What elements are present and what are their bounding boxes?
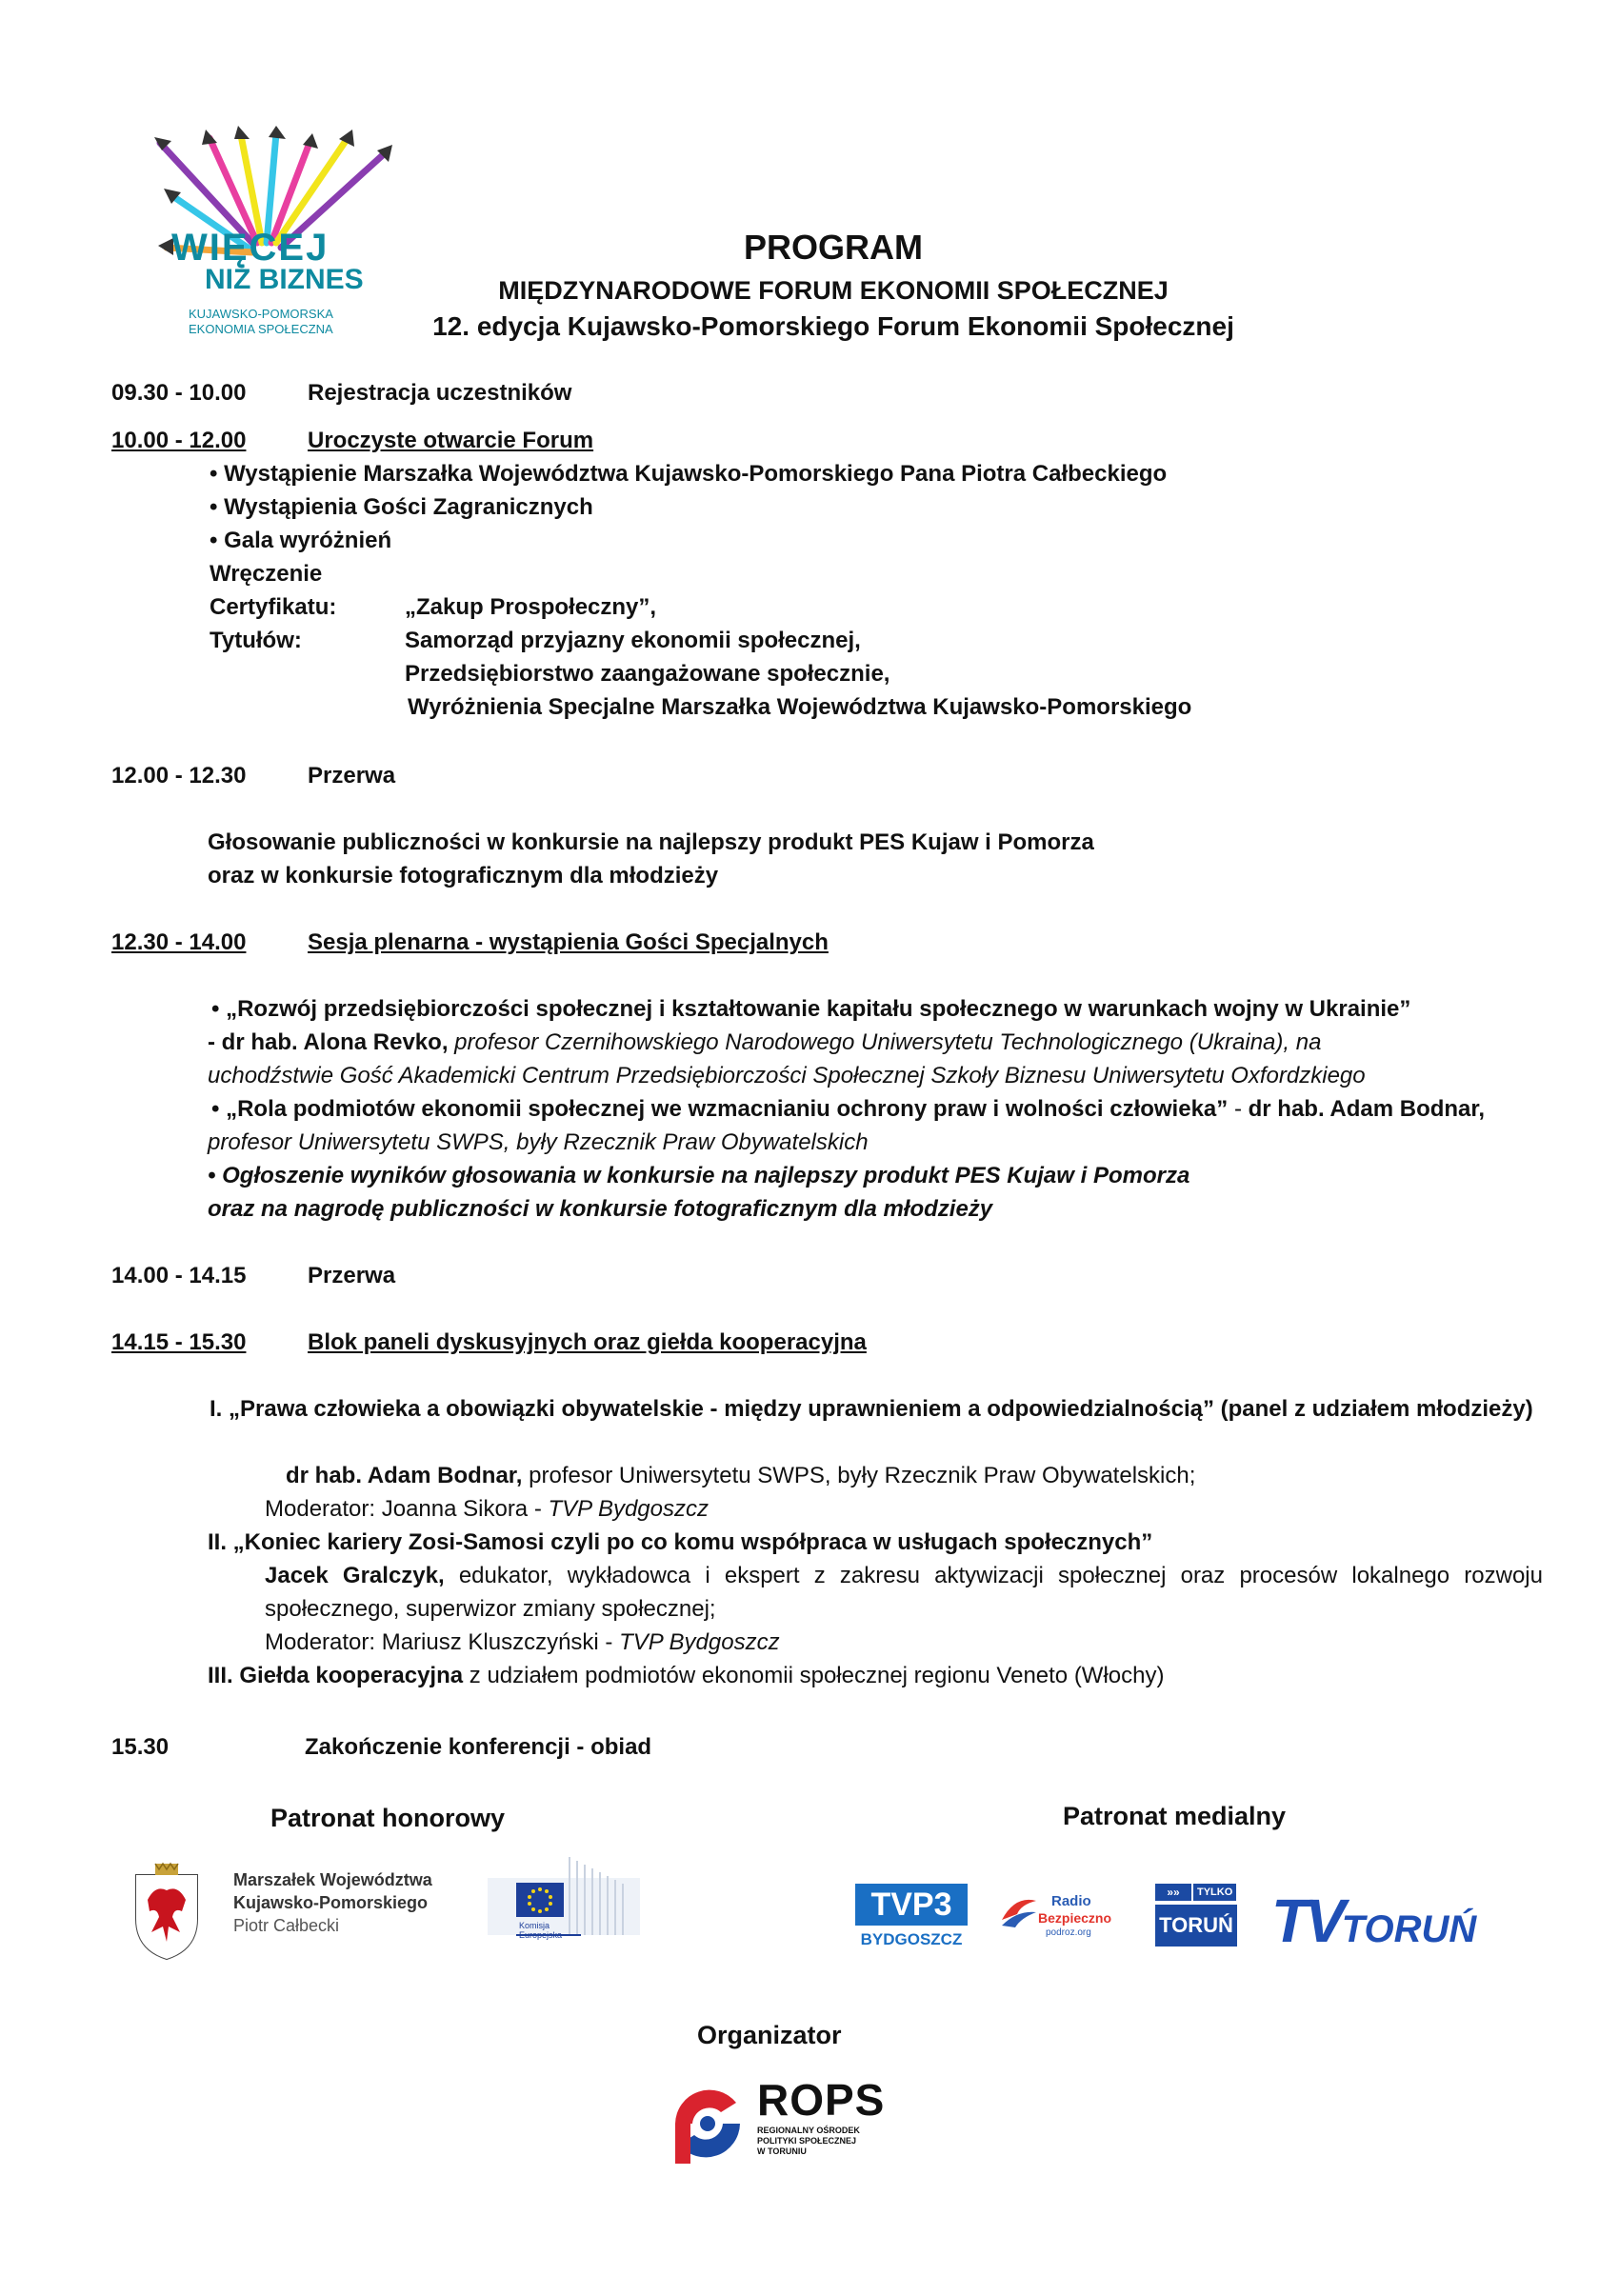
s2-label-3: Tytułów:	[210, 628, 302, 653]
s2-value-4: Przedsiębiorstwo zaangażowane społecznie,	[405, 661, 890, 687]
tv-torun-name: TORUŃ	[1341, 1908, 1477, 1950]
radio-line-1: Radio	[1051, 1893, 1091, 1909]
marshal-name-block	[233, 1868, 432, 1937]
s3-note-1: Głosowanie publiczności w konkursie na najlepszy produkt PES Kujaw i Pomorza	[208, 829, 1094, 855]
s6-panel-1-speaker: dr hab. Adam Bodnar,	[286, 1463, 523, 1488]
marshal-line-1: Marszałek Województwa	[233, 1870, 432, 1889]
s2-bullet-3: • Gala wyróżnień	[210, 524, 391, 557]
s2-value-2: „Zakup Prospołeczny”,	[405, 594, 657, 620]
title-s1: Rejestracja uczestników	[308, 380, 572, 406]
rops-logo	[662, 2076, 909, 2171]
s2-value-3: Samorząd przyjazny ekonomii społecznej,	[405, 628, 861, 653]
logo-line-3: KUJAWSKO-POMORSKA	[189, 307, 333, 321]
tvp3-badge: TVP3	[855, 1884, 968, 1926]
s6-panel-1-mod-line	[265, 1492, 709, 1526]
rops-emblem-icon	[662, 2076, 753, 2171]
radio-line-3: podroz.org	[1046, 1927, 1091, 1938]
european-commission-logo	[486, 1849, 643, 1956]
s2-value-5: Wyróżnienia Specjalne Marszałka Województwa Kujawsko-Pomorskiego	[408, 694, 1192, 720]
s6-panel-3-desc: z udziałem podmiotów ekonomii społecznej regionu Veneto (Włochy)	[463, 1663, 1165, 1688]
tylko-torun-label: TORUŃ	[1155, 1905, 1237, 1947]
eu-line-2: Europejska	[519, 1930, 563, 1940]
s6-panel-3-line	[208, 1659, 1164, 1692]
page-edition: 12. edycja Kujawsko-Pomorskiego Forum Ekonomii Społecznej	[432, 311, 1234, 341]
tvp3-city: BYDGOSZCZ	[860, 1930, 963, 1948]
title-s3: Przerwa	[308, 763, 396, 789]
logo-line-2: NIŻ BIZNES	[205, 264, 364, 295]
honorary-patronage-heading: Patronat honorowy	[270, 1804, 506, 1832]
tylko-torun-logo	[1155, 1884, 1241, 1950]
eu-commission-icon	[486, 1849, 643, 1956]
time-s1: 09.30 - 10.00	[111, 380, 247, 406]
eu-line-1: Komisja	[519, 1921, 550, 1930]
s6-panel-1-mod: Moderator: Joanna Sikora -	[265, 1496, 549, 1522]
time-s2: 10.00 - 12.00	[111, 428, 247, 453]
organizer-heading: Organizator	[697, 2021, 842, 2049]
s4-talk-2-desc: profesor Uniwersytetu SWPS, były Rzecznik Praw Obywatelskich	[208, 1129, 869, 1155]
s6-panel-1-title: I. „Prawa człowieka a obowiązki obywatelskie - między uprawnieniem a odpowiedzialnością” (panel z udziałem młodzieży)	[210, 1396, 1533, 1422]
rops-sub-2: POLITYKI SPOŁECZNEJ	[757, 2136, 857, 2146]
radio-bezpieczna-podroz-logo	[998, 1887, 1110, 1950]
s4-talk-3b: oraz na nagrodę publiczności w konkursie fotograficznym dla młodzieży	[208, 1196, 993, 1222]
time-s4: 12.30 - 14.00	[111, 929, 247, 955]
tv-torun-tv: TV	[1271, 1887, 1342, 1955]
s2-bullet-1: • Wystąpienie Marszałka Województwa Kujawsko-Pomorskiego Pana Piotra Całbeckiego	[210, 457, 1167, 490]
logo-line-4: EKONOMIA SPOŁECZNA	[189, 322, 333, 336]
s4-talk-2-dash: -	[1228, 1096, 1249, 1122]
marshal-line-3: Piotr Całbecki	[233, 1916, 340, 1935]
logo-line-1: WIĘCEJ	[171, 227, 330, 269]
s4-talk-1-speaker-line	[208, 1026, 1321, 1059]
s6-panel-2-title: II. „Koniec kariery Zosi-Samosi czyli po co komu współpraca w usługach społecznych”	[208, 1529, 1153, 1555]
time-s7: 15.30	[111, 1734, 170, 1760]
rops-sub-3: W TORUNIU	[757, 2146, 807, 2156]
rops-sub-1: REGIONALNY OŚRODEK	[757, 2126, 860, 2135]
title-s6: Blok paneli dyskusyjnych oraz giełda kooperacyjna	[308, 1329, 867, 1355]
coat-of-arms-icon	[130, 1862, 203, 1961]
radio-swoosh-icon	[998, 1891, 1040, 1933]
radio-line-2: Bezpieczno	[1038, 1910, 1112, 1926]
s6-panel-1-desc: profesor Uniwersytetu SWPS, były Rzecznik Praw Obywatelskich;	[522, 1463, 1196, 1488]
s3-note-2: oraz w konkursie fotograficznym dla młodzieży	[208, 863, 719, 888]
s6-panel-2-desc: edukator, wykładowca i ekspert z zakresu aktywizacji społecznej oraz procesów lokalnego rozwoju społecznego, superwizor zmiany społecznej;	[265, 1563, 1543, 1622]
s4-talk-1: • „Rozwój przedsiębiorczości społecznej i kształtowanie kapitału społecznego w warunkach wojny w Ukrainie”	[211, 992, 1410, 1026]
s4-talk-2-speaker: dr hab. Adam Bodnar,	[1248, 1096, 1486, 1122]
s6-panel-2-mod-org: TVP Bydgoszcz	[619, 1629, 780, 1655]
s4-talk-1-speaker: - dr hab. Alona Revko,	[208, 1029, 449, 1055]
s6-panel-2-mod-line	[265, 1626, 780, 1659]
tv-torun-logo	[1271, 1887, 1509, 1957]
s4-talk-3a: • Ogłoszenie wyników głosowania w konkursie na najlepszy produkt PES Kujaw i Pomorza	[208, 1159, 1189, 1192]
s4-talk-1-desc-1: profesor Czernihowskiego Narodowego Uniwersytetu Technologicznego (Ukraina), na	[454, 1029, 1322, 1055]
tylko-arrows: »»	[1155, 1884, 1191, 1901]
s6-panel-3-title: III. Giełda kooperacyjna	[208, 1663, 464, 1688]
s6-panel-1-mod-org: TVP Bydgoszcz	[548, 1496, 709, 1522]
marshal-line-2: Kujawsko-Pomorskiego	[233, 1893, 429, 1912]
title-s2: Uroczyste otwarcie Forum	[308, 428, 594, 453]
tylko-label: TYLKO	[1193, 1884, 1236, 1901]
title-s7: Zakończenie konferencji - obiad	[305, 1734, 652, 1760]
s2-label-1: Wręczenie	[210, 561, 323, 587]
s2-bullet-2: • Wystąpienia Gości Zagranicznych	[210, 490, 593, 524]
s6-panel-2-speaker-block	[265, 1559, 1543, 1626]
time-s5: 14.00 - 14.15	[111, 1263, 247, 1288]
title-s4: Sesja plenarna - wystąpienia Gości Specjalnych	[308, 929, 829, 955]
s4-talk-1-desc-2: uchodźstwie Gość Akademicki Centrum Przedsiębiorczości Społecznej Szkoły Biznesu Uniwersytetu Oxfordzkiego	[208, 1063, 1366, 1088]
time-s6: 14.15 - 15.30	[111, 1329, 247, 1355]
rops-name: ROPS	[757, 2075, 886, 2125]
s6-panel-2-mod: Moderator: Mariusz Kluszczyński -	[265, 1629, 620, 1655]
time-s3: 12.00 - 12.30	[111, 763, 247, 789]
s6-panel-1-speaker-line	[286, 1459, 1195, 1492]
tvp3-bydgoszcz-logo	[855, 1884, 969, 1952]
s6-panel-2-speaker: Jacek Gralczyk,	[265, 1563, 445, 1588]
kujawsko-pomorskie-crest	[130, 1862, 203, 1961]
s2-label-2: Certyfikatu:	[210, 594, 337, 620]
media-patronage-heading: Patronat medialny	[1063, 1802, 1287, 1830]
title-s5: Przerwa	[308, 1263, 396, 1288]
s4-talk-2: • „Rola podmiotów ekonomii społecznej we wzmacnianiu ochrony praw i wolności człowieka”	[211, 1096, 1228, 1122]
page-subtitle: MIĘDZYNARODOWE FORUM EKONOMII SPOŁECZNEJ	[498, 276, 1169, 305]
s4-talk-2-line	[211, 1092, 1485, 1126]
page-title: PROGRAM	[744, 228, 923, 267]
